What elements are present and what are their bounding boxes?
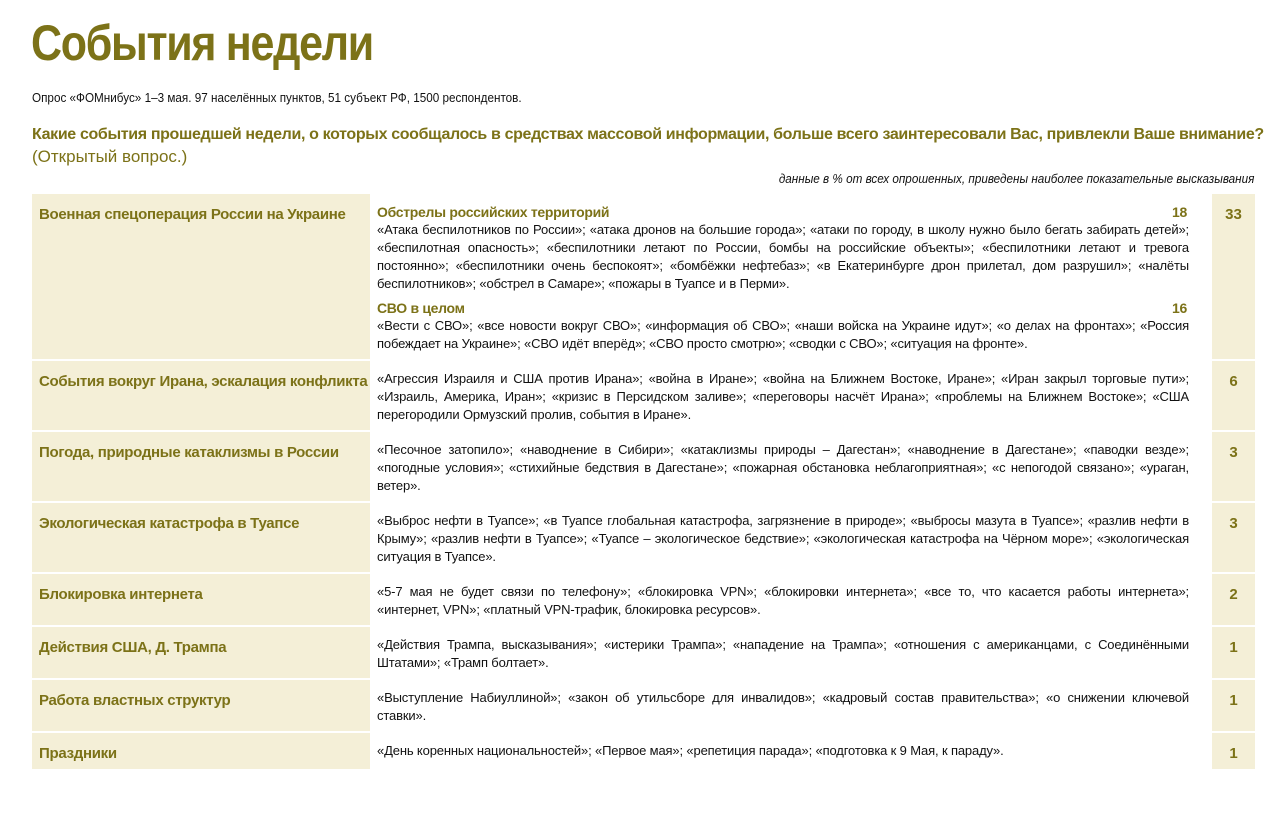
percent-value: 1 <box>1212 733 1255 769</box>
table-row <box>32 430 1255 501</box>
table-row <box>32 678 1255 731</box>
percent-value: 6 <box>1212 361 1255 430</box>
question-type: (Открытый вопрос.) <box>32 147 188 166</box>
page-title: События недели <box>31 15 373 71</box>
table-row <box>32 572 1255 625</box>
subcategory-value: 16 <box>1172 300 1187 316</box>
responses-text: «День коренных национальностей»; «Первое мая»; «репетиция парада»; «подготовка к 9 Мая, к параду». <box>377 743 1004 758</box>
responses-text: «5-7 мая не будет связи по телефону»; «блокировка VPN»; «блокировки интернета»; «все то, что касается работы интернета»; «интернет, VPN»; «платный VPN-трафик, блокировка ресурсов». <box>377 584 1189 617</box>
survey-info: Опрос «ФОМнибус» 1–3 мая. 97 населённых пунктов, 51 субъект РФ, 1500 респондентов. <box>32 90 522 105</box>
percent-value: 2 <box>1212 574 1255 625</box>
category-label: Праздники <box>32 733 370 769</box>
table-row <box>32 194 1255 359</box>
survey-question: Какие события прошедшей недели, о которых сообщалось в средствах массовой информации, больше всего заинтересовали Вас, привлекли Ваше внимание? <box>32 126 1264 143</box>
data-note: данные в % от всех опрошенных, приведены наиболее показательные высказывания <box>778 171 1254 186</box>
table-row <box>32 501 1255 572</box>
category-label: Действия США, Д. Трампа <box>32 627 370 678</box>
percent-value: 1 <box>1212 680 1255 731</box>
category-label: Экологическая катастрофа в Туапсе <box>32 503 370 572</box>
category-label: Военная спецоперация России на Украине <box>32 194 370 359</box>
responses-cell <box>370 680 1203 731</box>
responses-cell <box>370 627 1203 678</box>
percent-value: 1 <box>1212 627 1255 678</box>
responses-text: «Агрессия Израиля и США против Ирана»; «война в Иране»; «война на Ближнем Востоке, Иране»; «Иран закрыл торговые пути»; «Израиль, Америка, Иран»; «кризис в Персидском заливе»; «переговоры насчёт Ирана»; «проблемы на Ближнем Востоке»; «США перегородили Ормузский пролив, события в Иране». <box>377 371 1189 422</box>
table-row <box>32 625 1255 678</box>
responses-cell <box>370 503 1203 572</box>
responses-text: «Действия Трампа, высказывания»; «истерики Трампа»; «нападение на Трампа»; «отношения с американцами, с Соединёнными Штатами»; «Трамп болтает». <box>377 637 1189 670</box>
subcategory <box>377 203 1189 293</box>
responses-text: «Песочное затопило»; «наводнение в Сибири»; «катаклизмы природы – Дагестан»; «наводнение в Дагестане»; «паводки везде»; «погодные условия»; «стихийные бедствия в Дагестане»; «пожарная обстановка неблагоприятная»; «с непогодой связано»; «ураган, ветер». <box>377 442 1189 493</box>
subcategory-value: 18 <box>1172 204 1187 220</box>
percent-value: 3 <box>1212 432 1255 501</box>
results-table <box>32 194 1255 769</box>
table-row <box>32 359 1255 430</box>
subcategory-title: СВО в целом <box>377 300 465 316</box>
responses-cell <box>370 574 1203 625</box>
subcategory <box>377 299 1189 353</box>
subcategory-title: Обстрелы российских территорий <box>377 204 610 220</box>
category-label: События вокруг Ирана, эскалация конфликта <box>32 361 370 430</box>
responses-text: «Выступление Набиуллиной»; «закон об утильсборе для инвалидов»; «кадровый состав правительства»; «о снижении ключевой ставки». <box>377 690 1189 723</box>
responses-cell <box>370 361 1203 430</box>
percent-value: 3 <box>1212 503 1255 572</box>
responses-cell <box>370 194 1203 359</box>
percent-value: 33 <box>1212 194 1255 359</box>
category-label: Работа властных структур <box>32 680 370 731</box>
responses-cell <box>370 733 1203 769</box>
table-row <box>32 731 1255 769</box>
category-label: Блокировка интернета <box>32 574 370 625</box>
responses-text: «Выброс нефти в Туапсе»; «в Туапсе глобальная катастрофа, загрязнение в природе»; «выбросы мазута в Туапсе»; «разлив нефти в Крыму»; «разлив нефти в Туапсе»; «Туапсе – экологическое бедствие»; «экологическая катастрофа на Чёрном море»; «экологическая ситуация в Туапсе». <box>377 513 1189 564</box>
category-label: Погода, природные катаклизмы в России <box>32 432 370 501</box>
responses-cell <box>370 432 1203 501</box>
responses-text: «Вести с СВО»; «все новости вокруг СВО»; «информация об СВО»; «наши войска на Украине идут»; «о делах на фронтах»; «Россия побеждает на Украине»; «СВО идёт вперёд»; «СВО просто смотрю»; «сводки с СВО»; «ситуация на фронте». <box>377 318 1189 351</box>
responses-text: «Атака беспилотников по России»; «атака дронов на большие города»; «атаки по городу, в школу нужно было бегать забирать детей»; «беспилотная опасность»; «беспилотники летают по России, бомбы на российские объекты»; «беспилотники летают и тревога постоянно»; «беспилотники очень беспокоят»; «бомбёжки нефтебаз»; «в Екатеринбурге дрон прилетал, дом разрушил»; «налёты беспилотников»; «обстрел в Самаре»; «пожары в Туапсе и в Перми». <box>377 222 1189 291</box>
